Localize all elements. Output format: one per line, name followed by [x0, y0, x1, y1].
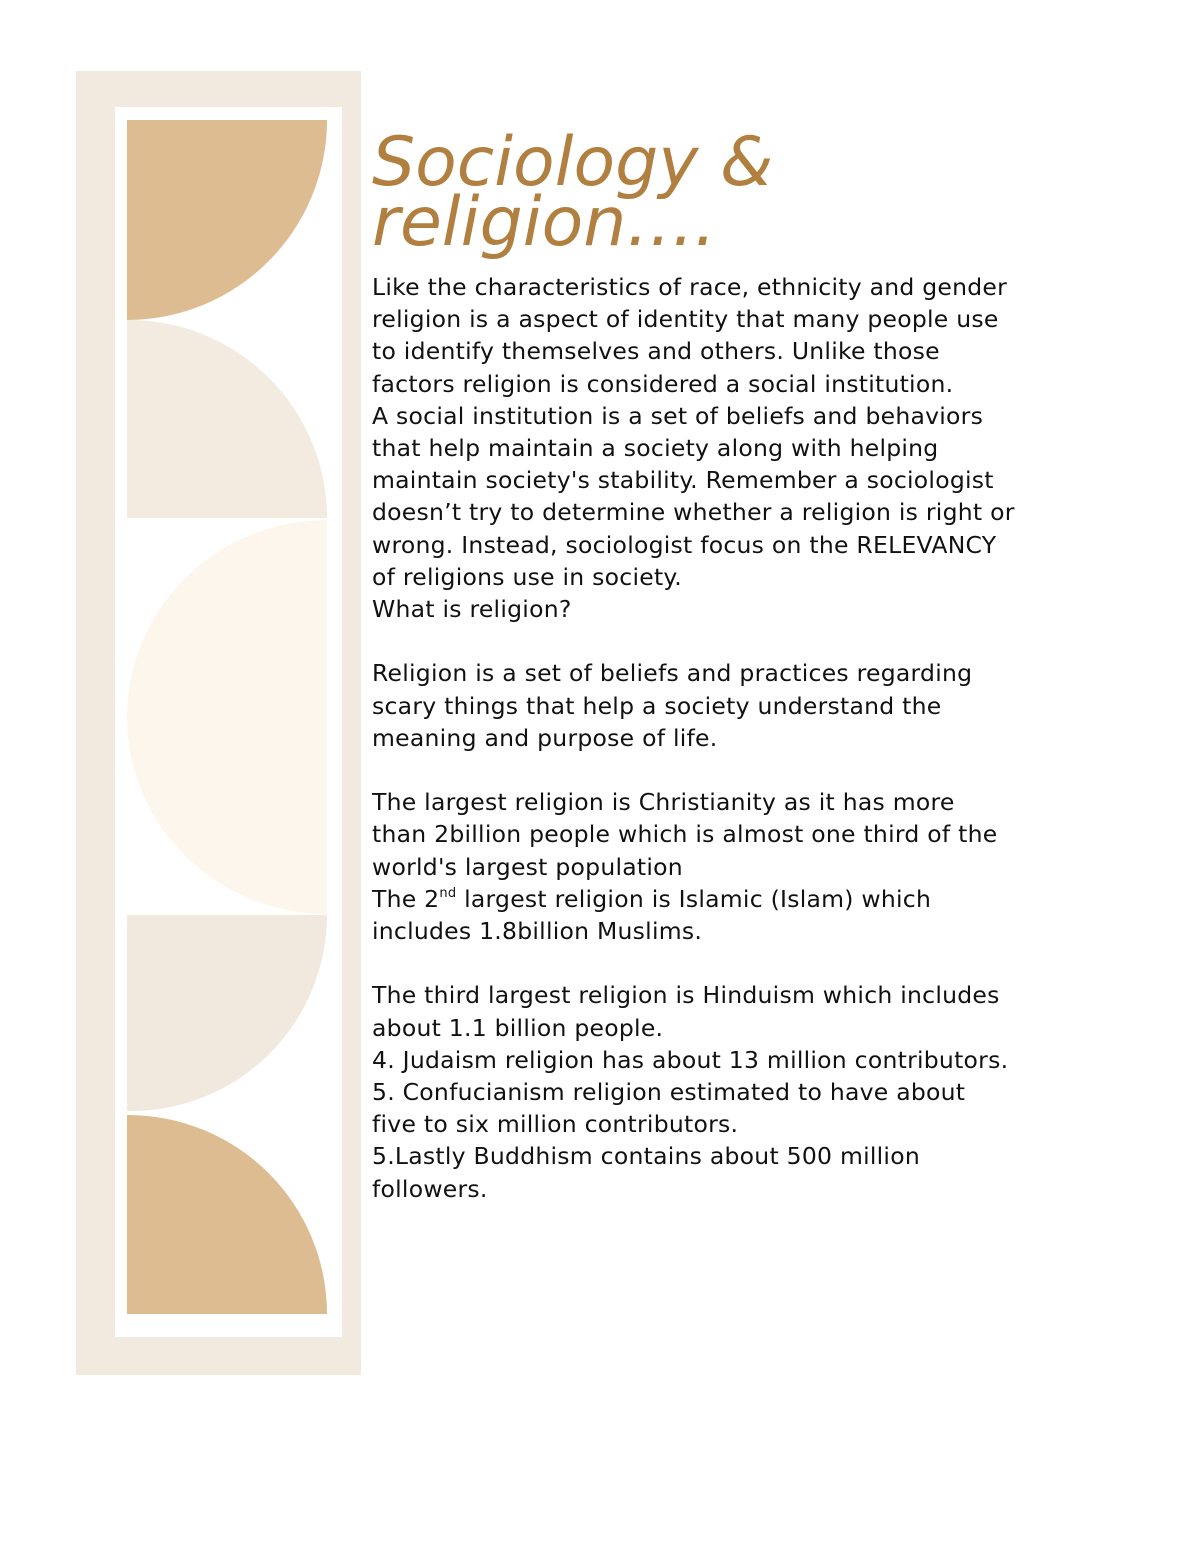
text-line: Religion is a set of beliefs and practices regarding: [372, 659, 973, 688]
intro-paragraph: [372, 271, 1132, 625]
largest-religions-paragraph: [372, 786, 1132, 947]
text-line: factors religion is considered a social institution.: [372, 369, 954, 398]
text-line: of religions use in society.: [372, 562, 682, 591]
text-line: to identify themselves and others. Unlike those: [372, 337, 940, 366]
second-prefix: The 2: [372, 884, 440, 913]
ordinal-suffix: nd: [439, 885, 457, 901]
text-line: 5.Lastly Buddhism contains about 500 million: [372, 1142, 920, 1171]
paragraph-gap: [372, 947, 1132, 979]
text-line: religion is a aspect of identity that many people use: [372, 305, 999, 334]
text-line: 5. Confucianism religion estimated to have about: [372, 1078, 966, 1107]
text-line: five to six million contributors.: [372, 1110, 739, 1139]
second-largest-line: [372, 883, 1132, 915]
text-line: than 2billion people which is almost one third of the: [372, 820, 998, 849]
text-line: maintain society's stability. Remember a sociologist: [372, 466, 994, 495]
text-line: The third largest religion is Hinduism which includes: [372, 981, 1000, 1010]
text-line: A social institution is a set of beliefs and behaviors: [372, 401, 984, 430]
title-line-1: Sociology &: [372, 123, 774, 202]
paragraph-gap: [372, 754, 1132, 786]
text-line: about 1.1 billion people.: [372, 1013, 664, 1042]
text-line: 4. Judaism religion has about 13 million contributors.: [372, 1045, 1009, 1074]
text-line: world's largest population: [372, 852, 683, 881]
second-suffix: largest religion is Islamic (Islam) which: [456, 884, 932, 913]
body-text: [372, 271, 1132, 1205]
text-line: followers.: [372, 1174, 488, 1203]
page-title: [372, 125, 1132, 271]
paragraph-gap: [372, 625, 1132, 657]
other-religions-paragraph: [372, 979, 1132, 1204]
text-line: that help maintain a society along with helping: [372, 434, 939, 463]
text-line: Like the characteristics of race, ethnicity and gender: [372, 273, 1008, 301]
text-line: wrong. Instead, sociologist focus on the RELEVANCY: [372, 530, 997, 559]
document-content: [372, 125, 1132, 1205]
text-line: scary things that help a society understand the: [372, 691, 942, 720]
title-line-2: religion….: [372, 183, 716, 262]
text-line: The largest religion is Christianity as it has more: [372, 788, 955, 817]
text-line: meaning and purpose of life.: [372, 723, 718, 752]
question-line: What is religion?: [372, 595, 572, 624]
text-line: doesn’t try to determine whether a religion is right or: [372, 498, 1015, 527]
text-line: includes 1.8billion Muslims.: [372, 917, 703, 946]
definition-paragraph: [372, 657, 1132, 754]
